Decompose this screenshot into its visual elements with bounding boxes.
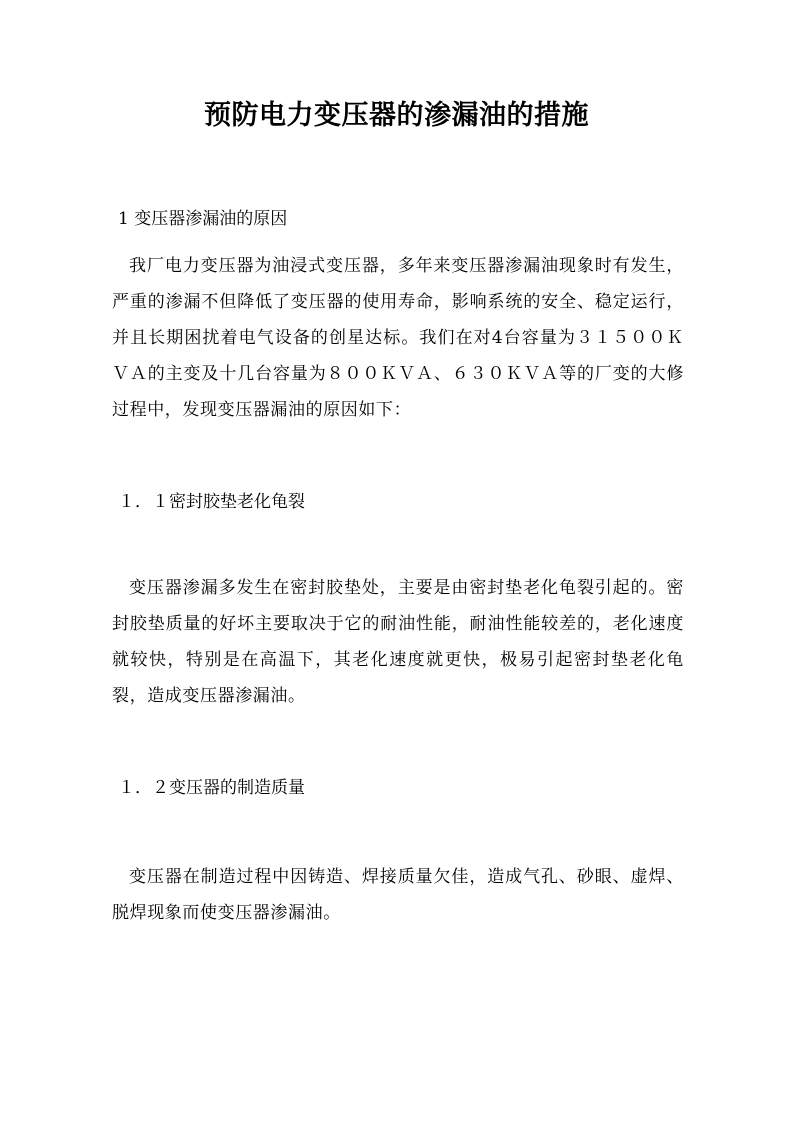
section-heading-1-1: １．１密封胶垫老化龟裂 (118, 492, 305, 512)
section-paragraph-1-1: 变压器渗漏多发生在密封胶垫处，主要是由密封垫老化龟裂引起的。密封胶垫质量的好坏主要取决于它的耐油性能，耐油性能较差的，老化速度就较快，特别是在高温下，其老化速度就更快，极易引起密封垫老化龟裂，造成变压器渗漏油。 (112, 578, 684, 706)
page-title: 预防电力变压器的渗漏油的措施 (204, 100, 589, 131)
section-heading-1-2: １．２变压器的制造质量 (118, 778, 305, 798)
section-paragraph-1: 我厂电力变压器为油浸式变压器，多年来变压器渗漏油现象时有发生，严重的渗漏不但降低了变压器的使用寿命，影响系统的安全、稳定运行，并且长期困扰着电气设备的创星达标。我们在对4台容量为３１５００ＫＶＡ的主变及十几台容量为８００ＫＶＡ、６３０ＫＶＡ等的厂变的大修过程中，发现变压器漏油的原因如下： (112, 256, 684, 420)
section-heading-1: 1 变压器渗漏油的原因 (118, 209, 288, 229)
section-paragraph-1-2: 变压器在制造过程中因铸造、焊接质量欠佳，造成气孔、砂眼、虚焊、脱焊现象而使变压器渗漏油。 (112, 867, 684, 923)
